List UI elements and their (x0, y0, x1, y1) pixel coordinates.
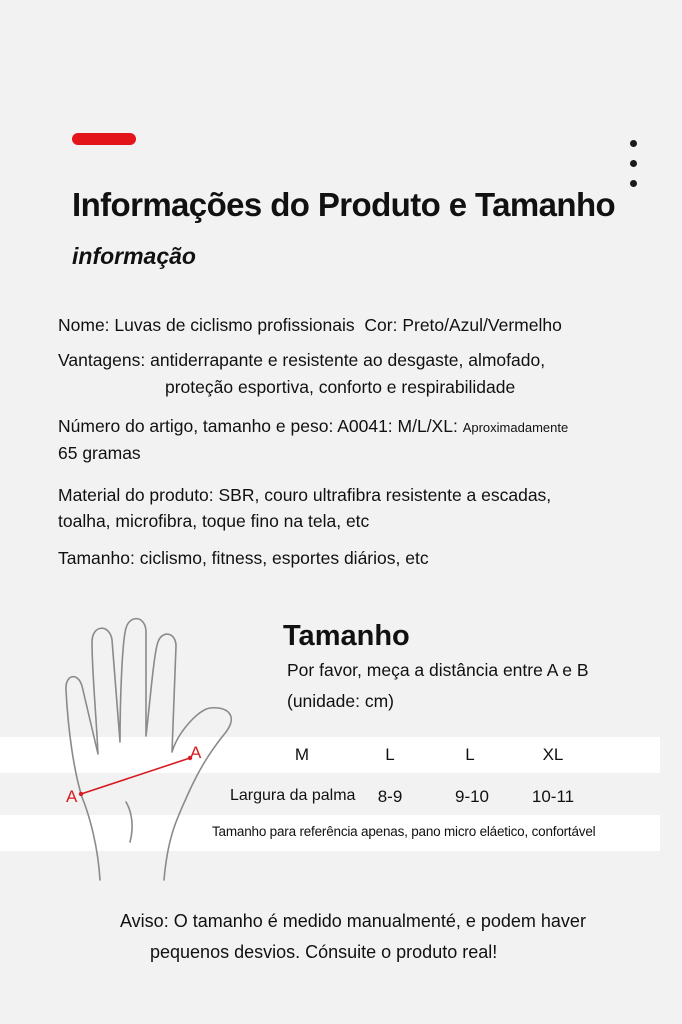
size-instruction-1: Por favor, meça a distância entre A e B (287, 660, 589, 680)
usage-line: Tamanho: ciclismo, fitness, esportes diários, etc (58, 548, 429, 568)
notice-line-2: pequenos desvios. Cónsuite o produto real! (150, 942, 498, 962)
size-header-m: M (294, 745, 310, 764)
hand-outline-icon (60, 612, 260, 887)
reference-note: Tamanho para referência apenas, pano micro eláetico, confortável (212, 824, 596, 839)
size-header-xl: XL (542, 745, 564, 764)
palm-width-l: 9-10 (454, 787, 490, 806)
size-header-l2: L (465, 745, 475, 764)
article-text: Número do artigo, tamanho e peso: A0041: M/L/XL: (58, 416, 458, 436)
product-name (58, 312, 562, 338)
material-line-2: toalha, microfibra, toque fino na tela, etc (58, 511, 370, 531)
article-line-2: 65 gramas (58, 443, 141, 463)
size-instruction-2: (unidade: cm) (287, 691, 394, 711)
article-approx: Aproximadamente (462, 420, 569, 435)
palm-width-label: Largura da palma (230, 787, 356, 804)
notice-line-1: Aviso: O tamanho é medido manualmenté, e podem haver (120, 911, 586, 931)
palm-width-xl: 10-11 (531, 787, 575, 806)
point-a-label: A (66, 787, 78, 806)
page-subtitle: informação (72, 243, 196, 269)
material-line-1: Material do produto: SBR, couro ultrafibra resistente a escadas, (58, 485, 552, 505)
product-name-text: Nome: Luvas de ciclismo profissionais (58, 315, 355, 335)
product-color-text: Cor: Preto/Azul/Vermelho (364, 315, 562, 335)
measure-line (76, 752, 198, 800)
page-title: Informações do Produto e Tamanho (72, 186, 616, 223)
size-title: Tamanho (283, 620, 410, 652)
article-line-1 (58, 413, 568, 441)
palm-width-m: 8-9 (377, 787, 403, 806)
kebab-menu-icon[interactable] (626, 140, 640, 190)
size-header-l: L (385, 745, 395, 764)
point-b-label: A (190, 743, 202, 762)
accent-bar (72, 133, 136, 145)
advantages-line-1: Vantagens: antiderrapante e resistente ao desgaste, almofado, (58, 350, 546, 370)
advantages-line-2: proteção esportiva, conforto e respirabilidade (165, 377, 516, 397)
